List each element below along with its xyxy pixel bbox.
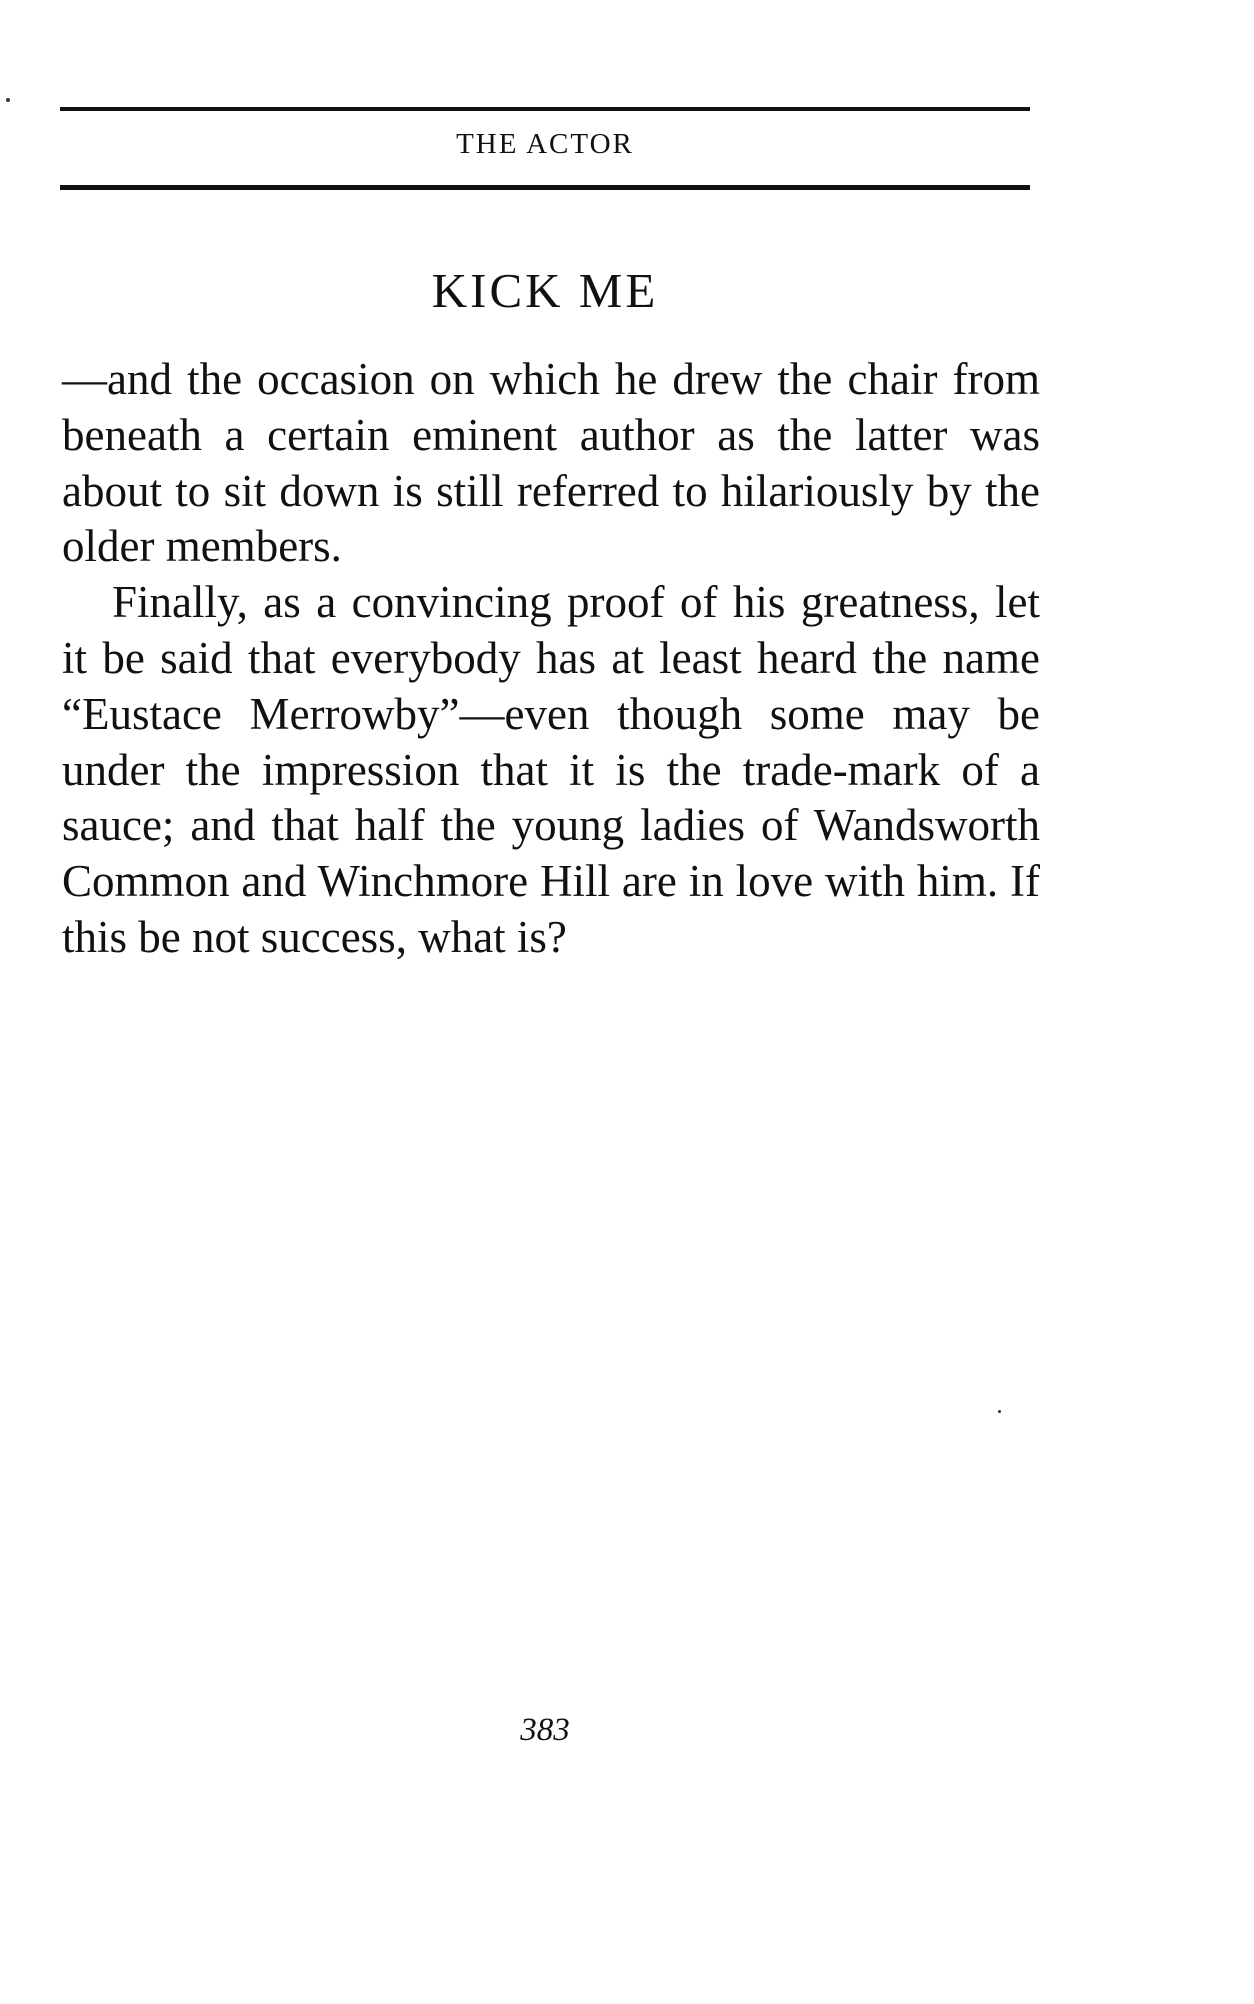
header-rule-top bbox=[60, 107, 1030, 111]
header-rule-bottom bbox=[60, 185, 1030, 190]
scan-speck bbox=[998, 1410, 1001, 1413]
body-text bbox=[62, 352, 1040, 966]
chapter-title: KICK ME bbox=[431, 263, 659, 318]
running-head: THE ACTOR bbox=[456, 128, 634, 160]
paragraph: Finally, as a convincing proof of his greatness, let it be said that everybody has at least heard the name “Eustace Merrowby”—even though some may be under the impression that it is the trade-mark of a sauce; and that half the young ladies of Wandsworth Common and Winchmore Hill are in love with him. If this be not success, what is? bbox=[62, 577, 1040, 962]
scan-speck bbox=[6, 98, 10, 102]
page-number: 383 bbox=[520, 1712, 570, 1748]
paragraph-continued: —and the occasion on which he drew the chair from beneath a certain eminent author as the latter was about to sit down is still referred to hilariously by the older members. bbox=[62, 354, 1040, 572]
